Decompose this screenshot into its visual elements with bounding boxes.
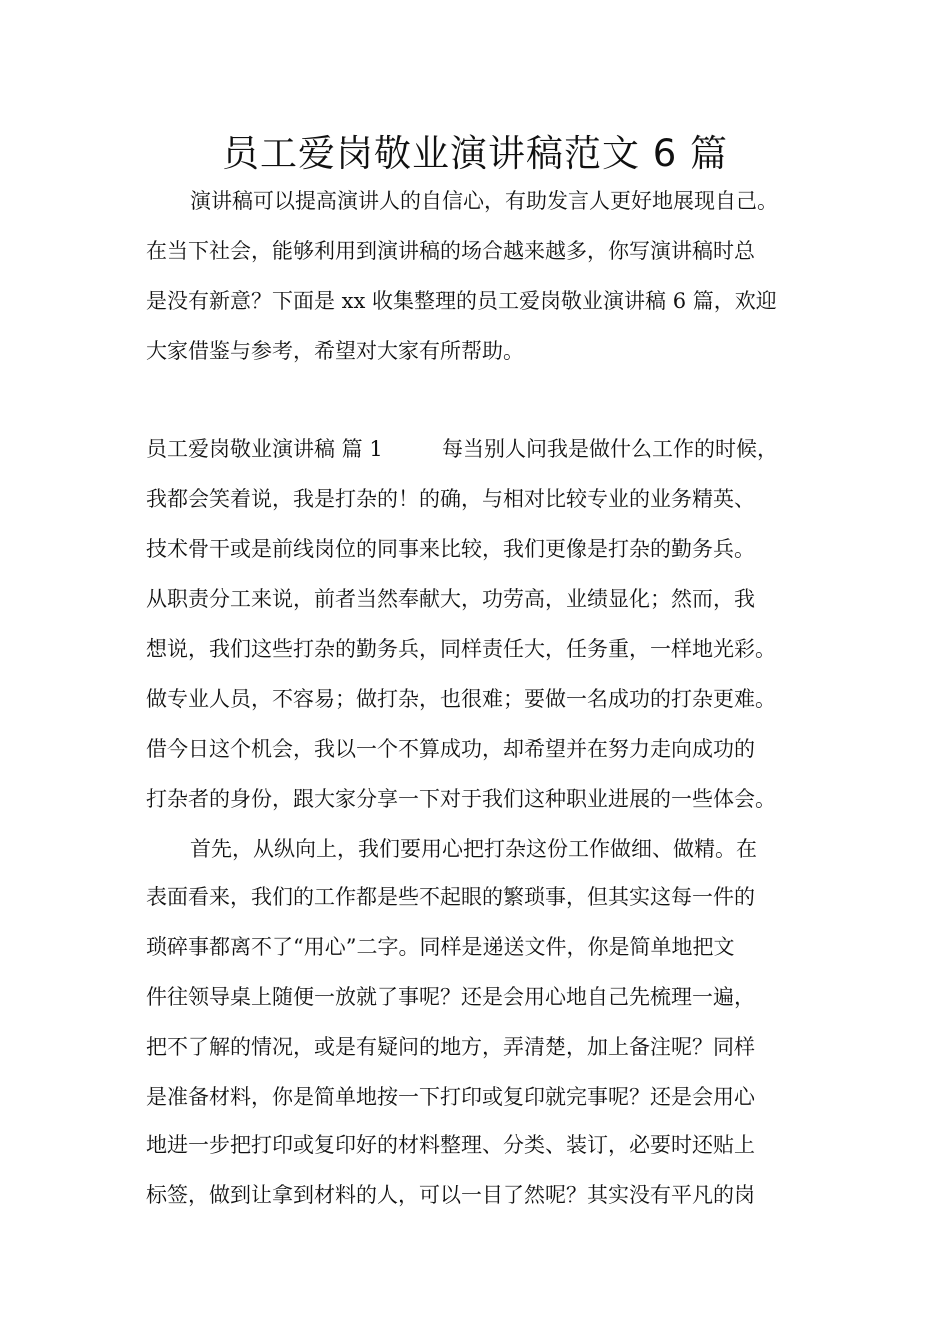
intro-line: 是没有新意？下面是 xx 收集整理的员工爱岗敬业演讲稿 6 篇，欢迎 — [146, 289, 777, 313]
body-line: 地进一步把打印或复印好的材料整理、分类、装订，必要时还贴上 — [146, 1133, 755, 1157]
body-line: 打杂者的身份，跟大家分享一下对于我们这种职业进展的一些体会。 — [146, 787, 776, 811]
body-line: 表面看来，我们的工作都是些不起眼的繁琐事，但其实这每一件的 — [146, 885, 755, 909]
body-line: 想说，我们这些打杂的勤务兵，同样责任大，任务重，一样地光彩。 — [146, 637, 776, 661]
body-line: 首先，从纵向上，我们要用心把打杂这份工作做细、做精。在 — [190, 837, 757, 861]
intro-line: 在当下社会，能够利用到演讲稿的场合越来越多，你写演讲稿时总 — [146, 239, 755, 263]
body-line: 借今日这个机会，我以一个不算成功，却希望并在努力走向成功的 — [146, 737, 755, 761]
intro-line: 演讲稿可以提高演讲人的自信心，有助发言人更好地展现自己。 — [190, 189, 778, 213]
body-line: 从职责分工来说，前者当然奉献大，功劳高，业绩显化；然而，我 — [146, 587, 755, 611]
section-first-line-text: 每当别人问我是做什么工作的时候， — [442, 437, 778, 461]
intro-line: 大家借鉴与参考，希望对大家有所帮助。 — [146, 339, 524, 363]
body-line: 技术骨干或是前线岗位的同事来比较，我们更像是打杂的勤务兵。 — [146, 537, 755, 561]
body-line: 做专业人员，不容易；做打杂，也很难；要做一名成功的打杂更难。 — [146, 687, 776, 711]
section-first-line — [146, 434, 826, 464]
body-line: 件往领导桌上随便一放就了事呢？还是会用心地自己先梳理一遍， — [146, 985, 755, 1009]
body-line: 琐碎事都离不了“用心”二字。同样是递送文件，你是简单地把文 — [146, 935, 735, 959]
body-line: 是准备材料，你是简单地按一下打印或复印就完事呢？还是会用心 — [146, 1085, 755, 1109]
body-line: 把不了解的情况，或是有疑问的地方，弄清楚，加上备注呢？同样 — [146, 1035, 755, 1059]
section-heading: 员工爱岗敬业演讲稿 篇 1 — [146, 437, 383, 461]
body-line: 标签，做到让拿到材料的人，可以一目了然呢？其实没有平凡的岗 — [146, 1183, 755, 1207]
document-title: 员工爱岗敬业演讲稿范文 6 篇 — [221, 132, 729, 175]
body-line: 我都会笑着说，我是打杂的！的确，与相对比较专业的业务精英、 — [146, 487, 755, 511]
